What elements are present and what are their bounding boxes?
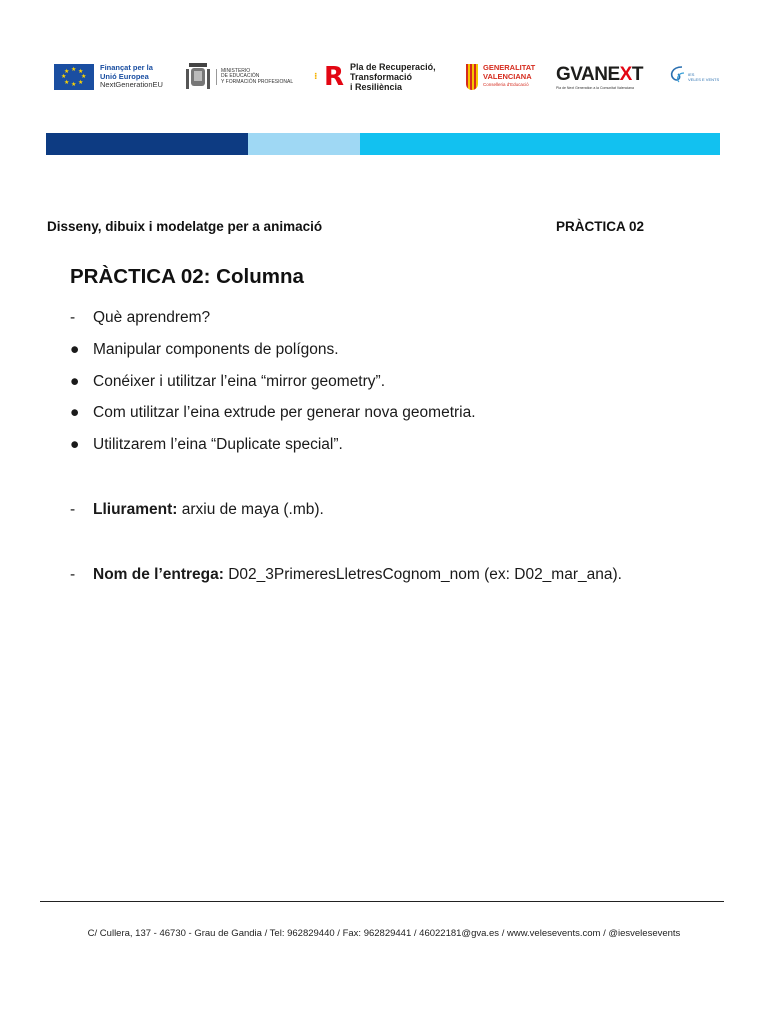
delivery-line [70, 501, 324, 519]
list-item-text: Com utilitzar l’eina extrude per generar nova geometria. [93, 404, 476, 421]
intro-line [70, 309, 210, 327]
ministry-line2: DE EDUCACIÓN [221, 73, 260, 80]
dash-marker: - [70, 309, 76, 326]
eu-logo-line2: Unió Europea [100, 71, 149, 81]
logo-strip [46, 52, 721, 102]
eu-flag-icon: ★ ★ ★ ★ ★ ★ ★ ★ [54, 64, 94, 90]
eu-logo-line3: NextGenerationEU [100, 80, 163, 90]
recovery-line3: i Resiliència [350, 82, 403, 92]
bullet-marker: ● [70, 373, 80, 390]
coat-of-arms-icon [186, 61, 210, 93]
veles-line1: IES [688, 72, 695, 77]
bullet-marker: ● [70, 341, 80, 358]
generalitat-line2: VALENCIANA [483, 71, 532, 81]
ministry-line1: MINISTERIO [221, 67, 251, 74]
filename-text: D02_3PrimeresLletresCognom_nom (ex: D02_mar_ana). [228, 566, 622, 583]
bullet-marker: ● [70, 404, 80, 421]
gvanext-logo [556, 52, 643, 102]
list-item [70, 373, 385, 391]
intro-text: Què aprendrem? [93, 309, 211, 326]
gvanext-part2: X [619, 64, 632, 85]
recovery-line1: Pla de Recuperació, [350, 62, 436, 72]
eu-logo-line1: Finançat per la [100, 63, 153, 73]
veles-e-vents-logo [666, 52, 719, 102]
color-bar-cyan [360, 133, 720, 155]
dash-marker: - [70, 501, 76, 518]
generalitat-line1: GENERALITAT [483, 63, 536, 73]
ministry-logo [186, 52, 293, 102]
bullet-marker: ● [70, 436, 80, 453]
dash-marker: - [70, 566, 76, 583]
delivery-text: arxiu de maya (.mb). [181, 501, 324, 518]
veles-line2: VELES E VENTS [688, 77, 720, 82]
delivery-label: Lliurament: [93, 501, 178, 518]
color-bar-light-blue [248, 133, 360, 155]
color-bar [46, 133, 720, 155]
gvanext-part3: T [631, 64, 643, 85]
list-item-text: Utilitzarem l’eina “Duplicate special”. [93, 436, 343, 453]
list-item-text: Manipular components de polígons. [93, 341, 339, 358]
eu-logo [54, 52, 163, 102]
list-item-text: Conéixer i utilitzar l’eina “mirror geometry”. [93, 373, 385, 390]
generalitat-shield-icon [466, 64, 478, 90]
gvanext-subtitle: Pla de Next Generation a la Comunitat Valenciana [556, 86, 634, 90]
practice-code: PRÀCTICA 02 [556, 219, 645, 234]
gvanext-part1: GVANE [556, 64, 620, 85]
recovery-line2: Transformació [350, 72, 413, 82]
generalitat-logo [466, 52, 535, 102]
page-title: PRÀCTICA 02: Columna [70, 265, 304, 288]
recovery-plan-logo [314, 52, 436, 102]
generalitat-line3: Conselleria d'Educació [483, 82, 529, 88]
color-bar-dark-blue [46, 133, 248, 155]
footer-divider [40, 901, 724, 902]
filename-label: Nom de l’entrega: [93, 566, 224, 583]
footer-contact: C/ Cullera, 137 - 46730 - Grau de Gandia / Tel: 962829440 / Fax: 962829441 / 46022181@gva.es / www.velesevents.com / @iesvelesevents [87, 928, 681, 939]
list-item [70, 341, 339, 359]
recovery-plan-mark-icon: ⁝ R [314, 62, 345, 92]
wave-icon [666, 63, 686, 91]
course-name: Disseny, dibuix i modelatge per a animació [47, 219, 323, 234]
list-item [70, 436, 343, 454]
filename-line [70, 566, 622, 584]
ministry-line3: Y FORMACIÓN PROFESIONAL [221, 78, 294, 85]
list-item [70, 404, 476, 422]
